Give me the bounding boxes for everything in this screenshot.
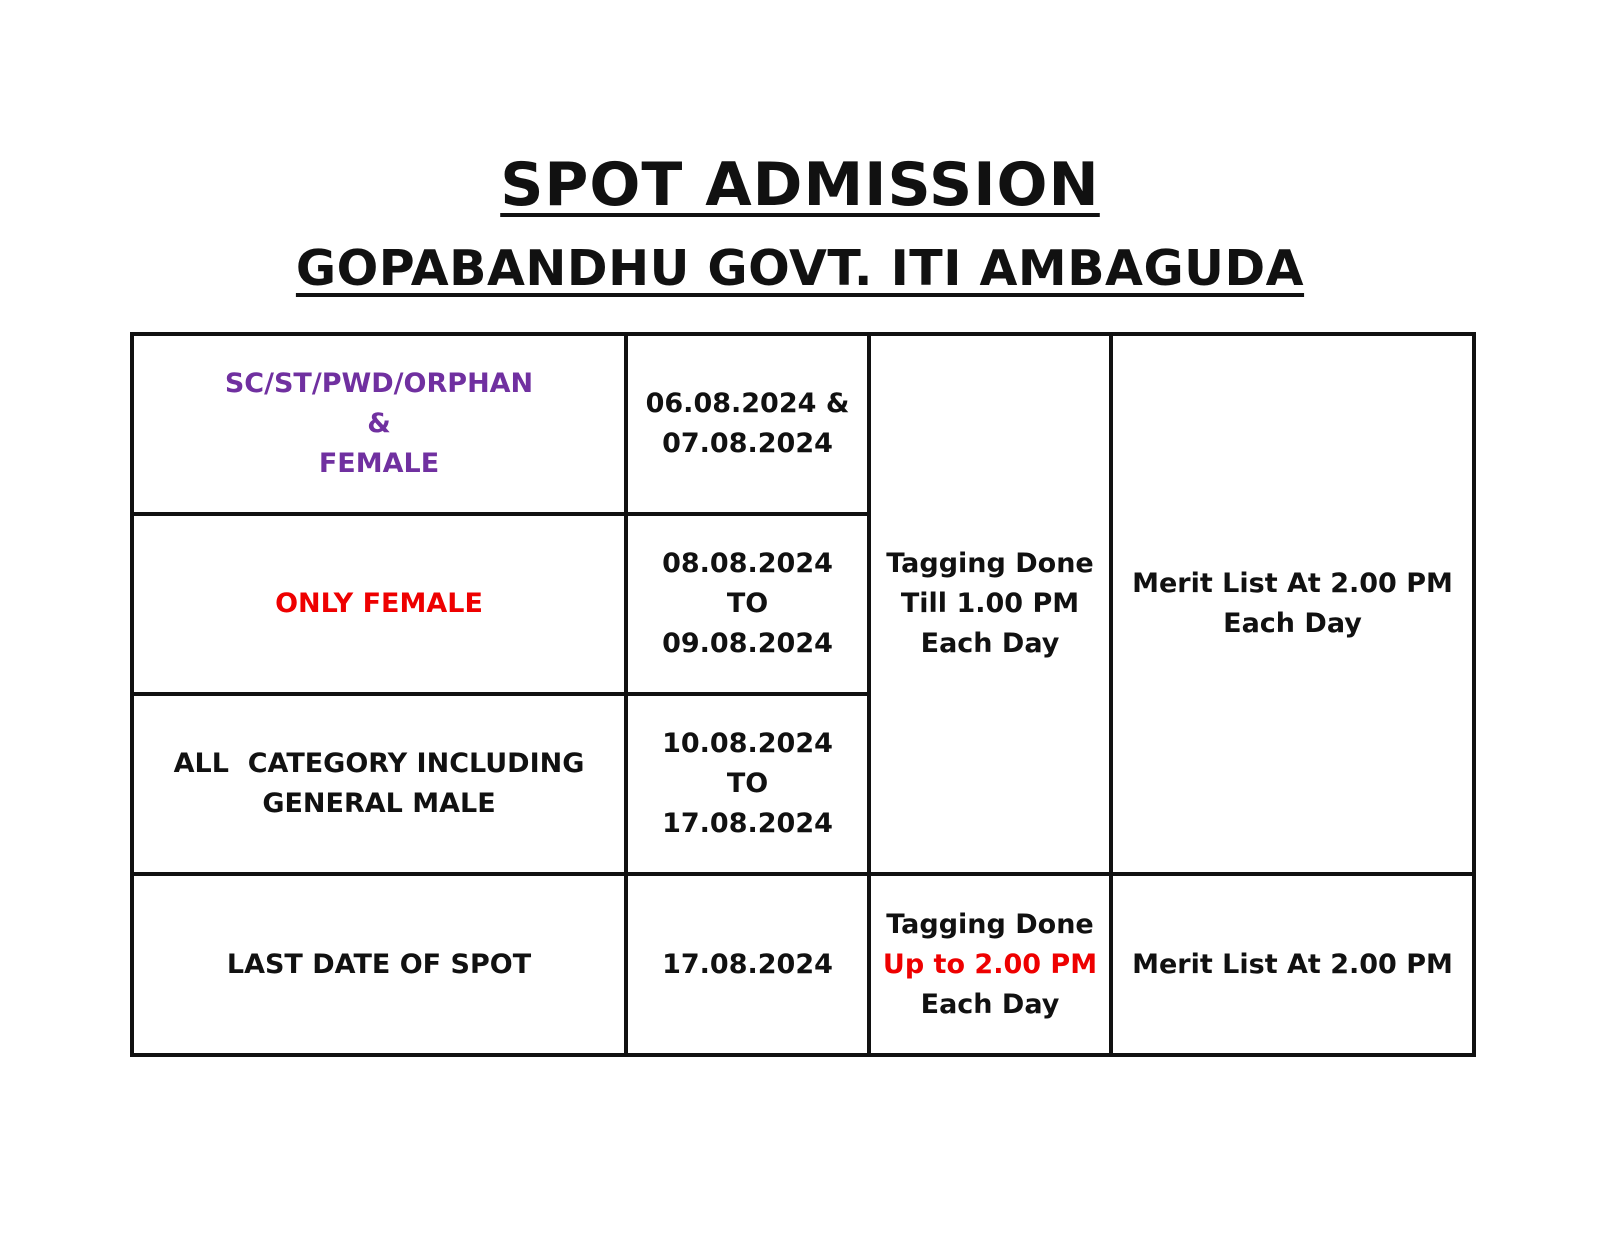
category-line: GENERAL MALE: [262, 788, 496, 819]
category-cell: [132, 874, 626, 1055]
date-line: TO: [726, 588, 769, 619]
tagging-line: Each Day: [920, 988, 1060, 1020]
table-row: [132, 334, 1474, 514]
tagging-line: Tagging Done: [886, 548, 1094, 579]
tagging-cell: [869, 334, 1111, 874]
merit-list-cell: [1111, 334, 1474, 874]
date-cell: [626, 334, 869, 514]
merit-list-cell: [1111, 874, 1474, 1055]
category-line: SC/ST/PWD/ORPHAN: [224, 368, 534, 399]
date-line: 17.08.2024: [662, 948, 833, 980]
category-line: ONLY FEMALE: [275, 588, 483, 619]
category-cell: [132, 694, 626, 874]
tagging-line: Each Day: [920, 628, 1060, 659]
category-line: &: [367, 408, 391, 439]
date-line: 07.08.2024: [662, 428, 833, 459]
date-line: 09.08.2024: [662, 628, 833, 659]
tagging-cell: [869, 874, 1111, 1055]
table-row: [132, 874, 1474, 1055]
category-cell: [132, 514, 626, 694]
category-cell: [132, 334, 626, 514]
tagging-line: Tagging Done: [886, 908, 1094, 940]
date-cell: [626, 514, 869, 694]
date-line: 17.08.2024: [662, 808, 833, 839]
merit-line: Merit List At 2.00 PM: [1132, 948, 1453, 980]
category-line: LAST DATE OF SPOT: [226, 948, 532, 980]
tagging-line: Till 1.00 PM: [900, 588, 1080, 619]
merit-line: Merit List At 2.00 PM: [1132, 568, 1453, 599]
date-line: TO: [726, 768, 769, 799]
category-line: ALL CATEGORY INCLUDING: [173, 748, 585, 779]
date-cell: [626, 874, 869, 1055]
date-line: 08.08.2024: [662, 548, 833, 579]
institute-name: GOPABANDHU GOVT. ITI AMBAGUDA: [295, 240, 1305, 297]
date-line: 10.08.2024: [662, 728, 833, 759]
category-line: FEMALE: [318, 448, 440, 479]
merit-line: Each Day: [1223, 608, 1362, 639]
tagging-deadline-highlight: Up to 2.00 PM: [882, 948, 1098, 980]
date-line: 06.08.2024 &: [645, 388, 850, 419]
page-title: SPOT ADMISSION: [500, 150, 1100, 220]
admission-schedule-table: [130, 332, 1476, 1057]
date-cell: [626, 694, 869, 874]
